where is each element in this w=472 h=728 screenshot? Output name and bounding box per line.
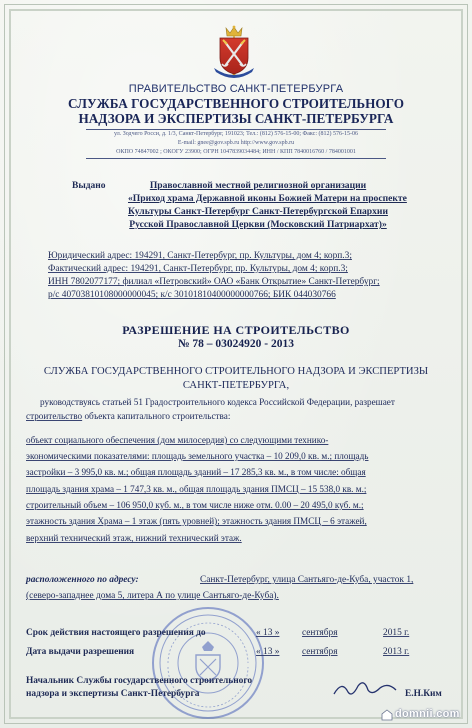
basis-line1: руководствуясь статьей 51 Градостроительного кодекса Российской Федерации, разрешает <box>40 397 395 407</box>
object-description-line: застройки – 3 995,0 кв. м.; общая площадь зданий – 17 285,3 кв. м., в том числе: общая <box>26 467 366 477</box>
tax-and-bank: ИНН 7802077177; филиал «Петровский» ОАО «Банк Открытие» Санкт-Петербург; <box>48 277 380 287</box>
st-petersburg-coat-of-arms-icon <box>206 24 262 80</box>
object-description-line: верхний технический этаж, нижний технический этаж. <box>26 533 242 543</box>
authority-line1: СЛУЖБА ГОСУДАРСТВЕННОГО СТРОИТЕЛЬНОГО НАДЗОРА И ЭКСПЕРТИЗЫ <box>43 366 429 377</box>
watermark-logo-icon <box>381 709 393 721</box>
issue-date-day: « 13 » <box>256 647 280 657</box>
issued-to-line: Культуры Санкт-Петербург Санкт-Петербургской Епархии <box>128 206 388 217</box>
location-line2: (северо-западнее дома 5, литера А по улице Сантьяго-де-Куба). <box>26 591 279 601</box>
issued-label: Выдано <box>72 181 106 191</box>
document-title: РАЗРЕШЕНИЕ НА СТРОИТЕЛЬСТВО <box>122 323 350 337</box>
location-label: расположенного по адресу: <box>26 575 139 585</box>
legal-address: Юридический адрес: 194291, Санкт-Петербург, пр. Культуры, дом 4; корп.3; <box>48 251 352 261</box>
organization-codes: ОКПО 74847002 ; ОКОГУ 23900; ОГРН 1047839034484; ИНН / КПП 7840016760 / 784001001 <box>116 149 356 155</box>
permit-number: № 78 – 03024920 - 2013 <box>177 338 294 350</box>
validity-day: « 13 » <box>256 628 280 638</box>
validity-label: Срок действия настоящего разрешения до <box>26 628 206 638</box>
location-line1: Санкт-Петербург, улица Сантьяго-де-Куба, участок 1, <box>200 575 414 585</box>
basis-construction-word: строительство <box>26 411 83 421</box>
header-rule-top <box>86 129 386 130</box>
issue-date-label: Дата выдачи разрешения <box>26 647 135 657</box>
site-watermark: domnii.com <box>395 708 460 720</box>
basis-line2-rest: объекта капитального строительства: <box>82 411 231 421</box>
object-description-line: строительный объем – 106 950,0 куб. м., в том числе ниже отм. 0.00 – 20 495,0 куб. м.; <box>26 500 364 510</box>
issued-to-line: «Приход храма Державной иконы Божией Матери на проспекте <box>128 193 407 204</box>
basis-line2 <box>26 411 230 421</box>
handwritten-signature <box>330 678 400 700</box>
issued-to-line: Православной местной религиозной организации <box>149 180 367 191</box>
object-description-line: этажность здания Храма – 1 этаж (пять уровней); этажность здания ПМСЦ – 6 этажей, <box>26 516 367 526</box>
signatory-position-line2: надзора и экспертизы Санкт-Петербурга <box>26 689 200 699</box>
authority-line2: САНКТ-ПЕТЕРБУРГА, <box>182 380 290 391</box>
organization-contacts: E-mail: gnee@gov.spb.ru http://www.gov.spb.ru <box>177 140 295 146</box>
object-description-line: объект социального обеспечения (дом милосердия) со следующими технико- <box>26 435 329 445</box>
header-rule-bottom <box>86 158 386 159</box>
issue-date-year: 2013 г. <box>383 647 410 657</box>
official-round-seal-icon <box>150 605 266 721</box>
signatory-position-line1: Начальник Службы государственного строительного <box>26 676 253 686</box>
bank-accounts: р/с 40703810108000000045; к/с 30101810400000000766; БИК 044030766 <box>48 290 336 300</box>
validity-month: сентября <box>302 628 338 638</box>
organization-name-line1: СЛУЖБА ГОСУДАРСТВЕННОГО СТРОИТЕЛЬНОГО <box>67 96 404 111</box>
organization-address: ул. Зодчего Росси, д. 1/3, Санкт-Петербург, 191023; Тел.: (812) 576-15-00; Факс: (812) 576-15-06 <box>113 131 358 137</box>
organization-name-line2: НАДЗОРА И ЭКСПЕРТИЗЫ САНКТ-ПЕТЕРБУРГА <box>78 111 394 126</box>
object-description-line: площадь здания храма – 1 747,3 кв. м., общая площадь здания ПМСЦ – 15 538,0 кв. м.; <box>26 484 367 494</box>
object-description-line: экономическими показателями: площадь земельного участка – 10 209,0 кв. м.; площадь <box>26 451 369 461</box>
validity-year: 2015 г. <box>383 628 410 638</box>
actual-address: Фактический адрес: 194291, Санкт-Петербург, пр. Культуры, дом 4; корп.3; <box>48 264 348 274</box>
issue-date-month: сентября <box>302 647 338 657</box>
issued-to-line: Русской Православной Церкви (Московский Патриархат)» <box>129 219 387 230</box>
government-name: ПРАВИТЕЛЬСТВО САНКТ-ПЕТЕРБУРГА <box>128 83 344 95</box>
signatory-name: Е.Н.Ким <box>405 689 442 699</box>
